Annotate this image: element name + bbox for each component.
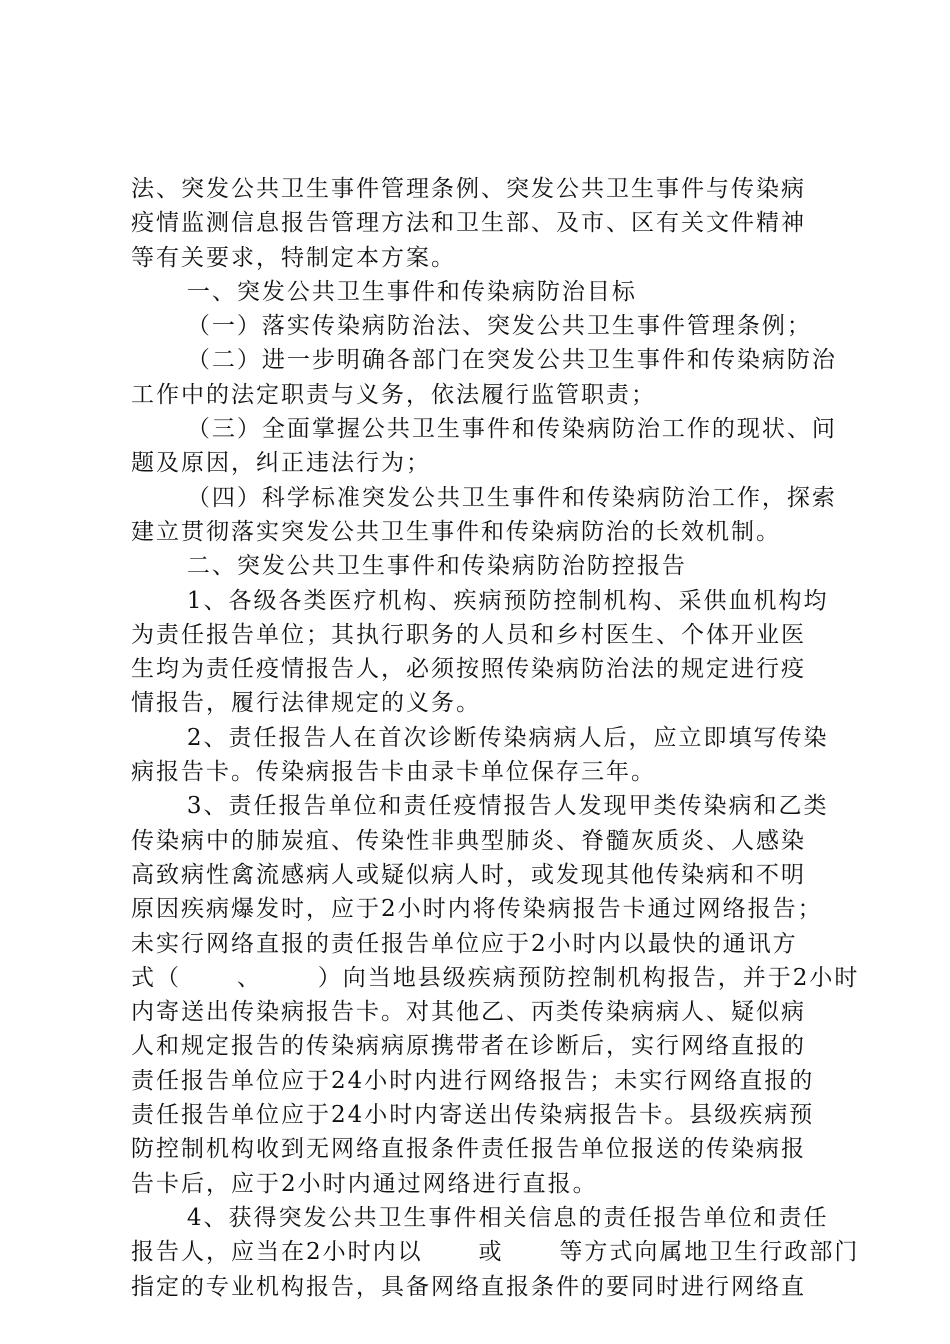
text-line: 为责任报告单位；其执行职务的人员和乡村医生、个体开业医 <box>131 621 806 648</box>
text-line: 题及原因，纠正违法行为； <box>131 450 431 477</box>
text-line: 告卡后，应于2小时内通过网络进行直报。 <box>131 1170 598 1197</box>
text-line: 4、获得突发公共卫生事件相关信息的责任报告单位和责任 <box>131 1204 829 1231</box>
text-line: （二）进一步明确各部门在突发公共卫生事件和传染病防治 <box>131 347 837 374</box>
text-line: 3、责任报告单位和责任疫情报告人发现甲类传染病和乙类 <box>131 793 829 820</box>
text-line: 防控制机构收到无网络直报条件责任报告单位报送的传染病报 <box>131 1136 806 1163</box>
text-line: 传染病中的肺炭疽、传染性非典型肺炎、脊髓灰质炎、人感染 <box>131 827 806 854</box>
text-line: 原因疾病爆发时，应于2小时内将传染病报告卡通过网络报告； <box>131 896 823 923</box>
section-heading: 一、突发公共卫生事件和传染病防治目标 <box>131 278 637 305</box>
text-line: 疫情监测信息报告管理方法和卫生部、及市、区有关文件精神 <box>131 210 806 237</box>
text-line: 法、突发公共卫生事件管理条例、突发公共卫生事件与传染病 <box>131 176 806 202</box>
text-line: 2、责任报告人在首次诊断传染病病人后，应立即填写传染 <box>131 724 829 751</box>
text-line: 式（ 、 ）向当地县级疾病预防控制机构报告，并于2小时 <box>131 964 860 991</box>
section-heading: 二、突发公共卫生事件和传染病防治防控报告 <box>131 553 687 580</box>
text-line: 病报告卡。传染病报告卡由录卡单位保存三年。 <box>131 759 656 786</box>
text-line: 责任报告单位应于24小时内进行网络报告；未实行网络直报的 <box>131 1067 815 1094</box>
text-line: 责任报告单位应于24小时内寄送出传染病报告卡。县级疾病预 <box>131 1102 815 1129</box>
text-line: 人和规定报告的传染病病原携带者在诊断后，实行网络直报的 <box>131 1033 806 1060</box>
text-line: （一）落实传染病防治法、突发公共卫生事件管理条例； <box>131 313 812 340</box>
body-text <box>131 172 860 1304</box>
text-line: （三）全面掌握公共卫生事件和传染病防治工作的现状、问 <box>131 416 837 443</box>
text-line: 情报告，履行法律规定的义务。 <box>131 690 481 717</box>
text-line: 等有关要求，特制定本方案。 <box>131 244 456 271</box>
text-line: 建立贯彻落实突发公共卫生事件和传染病防治的长效机制。 <box>131 518 781 545</box>
text-line: 高致病性禽流感病人或疑似病人时，或发现其他传染病和不明 <box>131 861 806 888</box>
text-line: 1、各级各类医疗机构、疾病预防控制机构、采供血机构均 <box>131 587 829 614</box>
text-line: 未实行网络直报的责任报告单位应于2小时内以最快的通讯方 <box>131 930 798 957</box>
text-line: （四）科学标准突发公共卫生事件和传染病防治工作，探索 <box>131 484 837 511</box>
text-line: 报告人，应当在2小时内以 或 等方式向属地卫生行政部门 <box>131 1239 860 1266</box>
text-line: 指定的专业机构报告，具备网络直报条件的要同时进行网络直 <box>131 1273 806 1300</box>
text-line: 内寄送出传染病报告卡。对其他乙、丙类传染病病人、疑似病 <box>131 999 806 1026</box>
text-line: 生均为责任疫情报告人，必须按照传染病防治法的规定进行疫 <box>131 656 806 683</box>
text-line: 工作中的法定职责与义务，依法履行监管职责； <box>131 381 656 408</box>
